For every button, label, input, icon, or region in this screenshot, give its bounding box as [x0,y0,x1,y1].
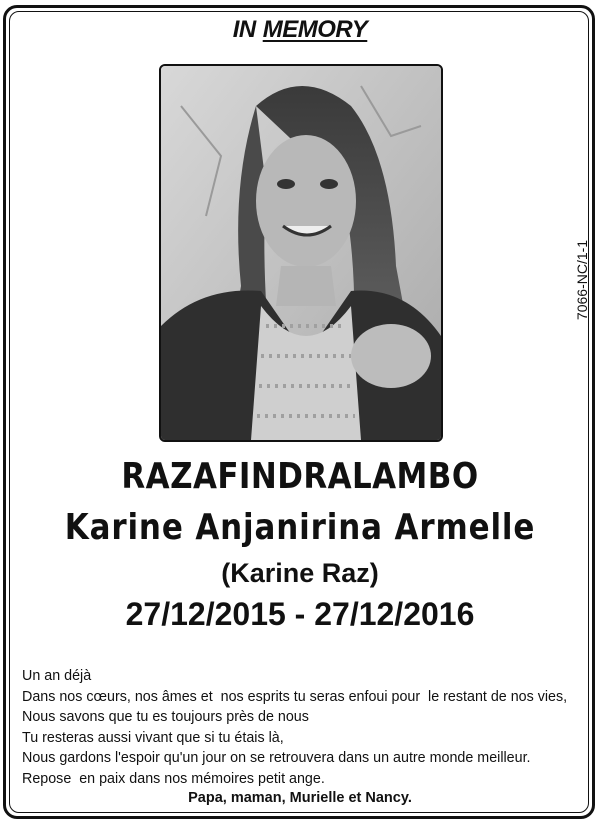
message-line: Nous savons que tu es toujours près de nous [22,709,309,726]
portrait-illustration [161,66,441,440]
family-signature: Papa, maman, Murielle et Nancy. [188,790,412,806]
deceased-given-names: Karine Anjanirina Armelle [64,507,536,548]
page-title [0,16,600,44]
message-line: Tu resteras aussi vivant que si tu étais là, [22,729,284,746]
deceased-nickname: (Karine Raz) [221,558,379,588]
reference-code: 7066-NC/1-1 [574,239,590,321]
deceased-surname: RAZAFINDRALAMBO [121,456,479,497]
memorial-dates: 27/12/2015 - 27/12/2016 [125,596,475,632]
message-line: Un an déjà [22,668,92,684]
title-word-in: IN [232,16,256,43]
title-word-memory: MEMORY [262,16,368,43]
message-line: Repose en paix dans nos mémoires petit ange. [22,770,325,787]
portrait-photo [159,64,443,442]
memorial-message [22,666,582,790]
message-line: Nous gardons l'espoir qu'un jour on se retrouvera dans un autre monde meilleur. [22,750,531,767]
message-line: Dans nos cœurs, nos âmes et nos esprits tu seras enfoui pour le restant de nos vies, [22,688,568,705]
